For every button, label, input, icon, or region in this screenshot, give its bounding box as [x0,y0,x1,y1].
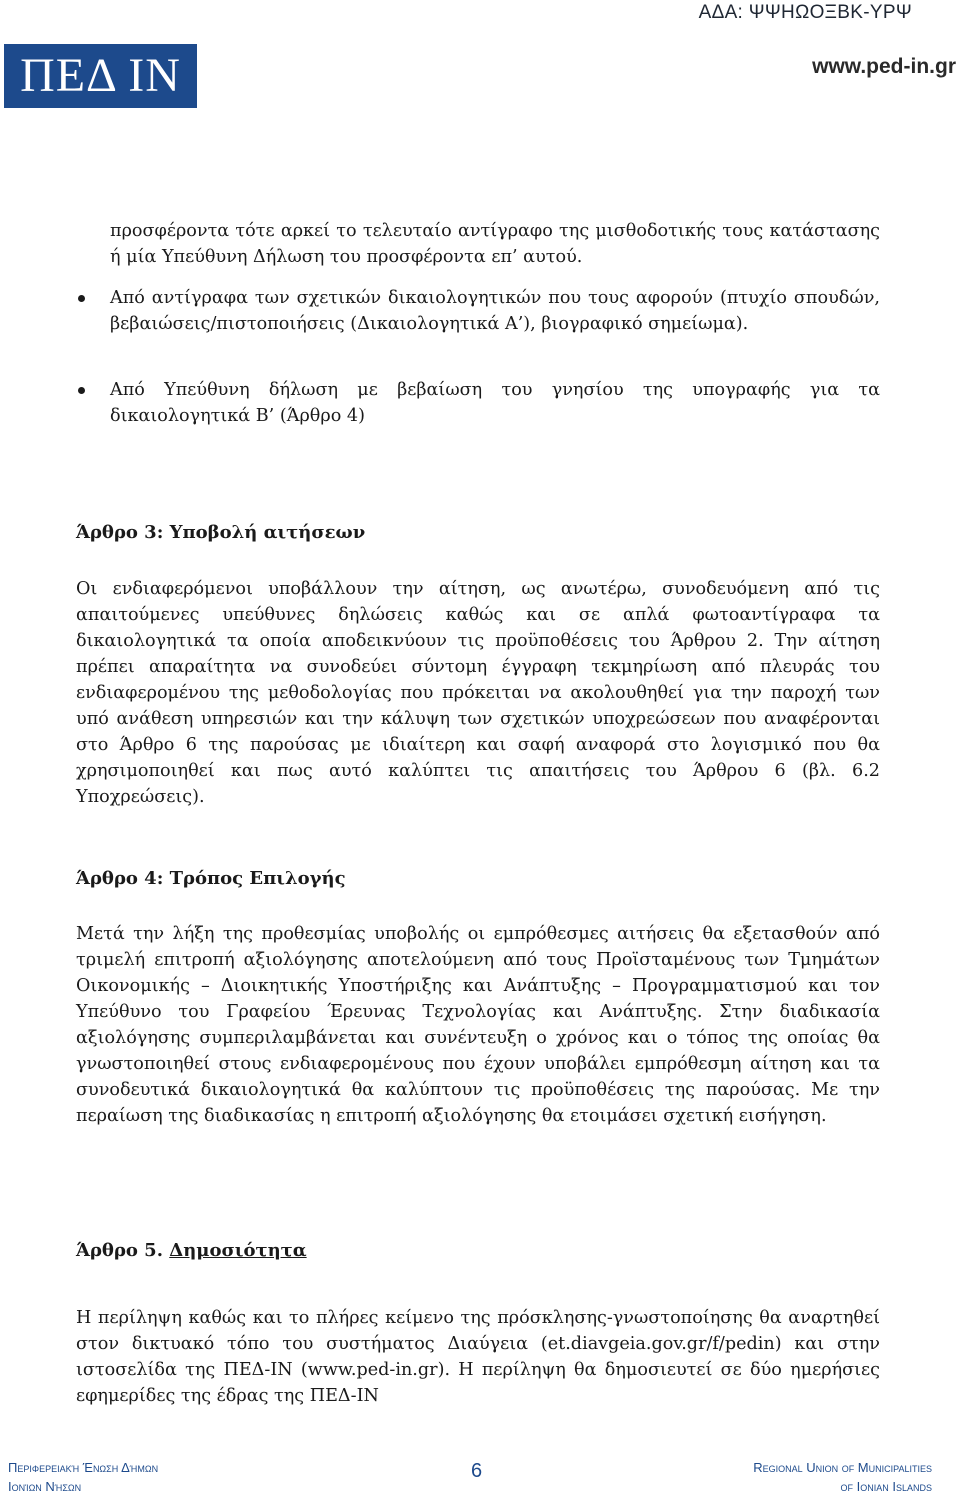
bullet-dot [78,387,85,394]
article5-heading-title: Δημοσιότητα [169,1240,307,1261]
article4-heading: Άρθρο 4: Τρόπος Επιλογής [76,868,346,889]
article3-paragraph: Οι ενδιαφερόμενοι υποβάλλουν την αίτηση, ως ανωτέρω, συνοδευόμενη από τις απαιτούμενες υπεύθυνες δηλώσεις καθώς και σε απλά φωτοαντίγραφα τα δικαιολογητικά τα οποία αποδεικνύουν τις προϋποθέσεις του Άρθρου 2. Την αίτηση πρέπει απαραίτητα να συνοδεύει σύντομη έγγραφη τεκμηρίωση από πλευράς του ενδιαφερομένου της μεθοδολογίας που πρόκειται να ακολουθηθεί για την παροχή των υπό ανάθεση υπηρεσιών και την κάλυψη των σχετικών υποχρεώσεων που αναφέρονται στο Άρθρο 6 της παρούσας με ιδιαίτερη και σαφή αναφορά στο λογισμικό που θα χρησιμοποιηθεί και πως αυτό καλύπτει τις απαιτήσεις του Άρθρου 6 (βλ. 6.2 Υποχρεώσεις). [76,579,880,807]
ada-code: ΑΔΑ: ΨΨΗΩΟΞΒΚ-ΥΡΨ [698,2,912,23]
bullet-item: Από αντίγραφα των σχετικών δικαιολογητικών που τους αφορούν (πτυχίο σπουδών, βεβαιώσεις/πιστοποιήσεις (Δικαιολογητικά Α’), βιογραφικό σημείωμα). [110,288,880,334]
ped-in-logo [4,44,197,108]
footer-left-line2: Ιονίων Νήσων [8,1479,82,1494]
website-url: www.ped-in.gr [812,55,956,78]
footer-left [8,1458,158,1496]
footer-right-line1: Regional Union of Municipalities [753,1460,932,1475]
footer-left-line1: Περιφερειακή Ένωση Δήμων [8,1460,159,1475]
article5-heading [76,1240,307,1261]
logo-text: ΠΕΔ ΙΝ [20,49,181,102]
bullet-item: Από Υπεύθυνη δήλωση με βεβαίωση του γνησίου της υπογραφής για τα δικαιολογητικά Β’ (Άρθρο 4) [110,380,880,426]
footer-right [753,1458,932,1496]
article3-heading: Άρθρο 3: Υποβολή αιτήσεων [76,522,366,543]
continuation-paragraph: προσφέροντα τότε αρκεί το τελευταίο αντίγραφο της μισθοδοτικής τους κατάστασης ή μία Υπεύθυνη Δήλωση του προσφέροντα επ’ αυτού. [110,221,880,267]
page-number: 6 [471,1460,483,1482]
footer-right-line2: of Ionian Islands [840,1479,932,1494]
article4-paragraph: Μετά την λήξη της προθεσμίας υποβολής οι εμπρόθεσμες αιτήσεις θα εξετασθούν από τριμελή επιτροπή αξιολόγησης αποτελούμενη από τους Προϊσταμένους των Τμημάτων Οικονομικής – Διοικητικής Υποστήριξης και Ανάπτυξης – Προγραμματισμού και τον Υπεύθυνο του Γραφείου Έρευνας Τεχνολογίας και Ανάπτυξης. Στην διαδικασία αξιολόγησης συμπεριλαμβάνεται και συνέντευξη ο χρόνος και ο τόπος της οποίας θα γνωστοποιηθεί στους ενδιαφερομένους που έχουν υποβάλει εμπρόθεσμη αίτηση και τα συνοδευτικά δικαιολογητικά θα καλύπτουν τις προϋποθέσεις της παρούσας. Με την περαίωση της διαδικασίας η επιτροπή αξιολόγησης θα ετοιμάσει σχετική εισήγηση. [76,924,880,1126]
bullet-dot [78,295,85,302]
article5-heading-prefix: Άρθρο 5. [76,1240,170,1261]
article5-paragraph: Η περίληψη καθώς και το πλήρες κείμενο της πρόσκλησης-γνωστοποίησης θα αναρτηθεί στον δικτυακό τόπο του συστήματος Διαύγεια (et.diavgeia.gov.gr/f/pedin) και στην ιστοσελίδα της ΠΕΔ-ΙΝ (www.ped-in.gr). Η περίληψη θα δημοσιευτεί σε δύο ημερήσιες εφημερίδες της έδρας της ΠΕΔ-ΙΝ [76,1308,880,1406]
